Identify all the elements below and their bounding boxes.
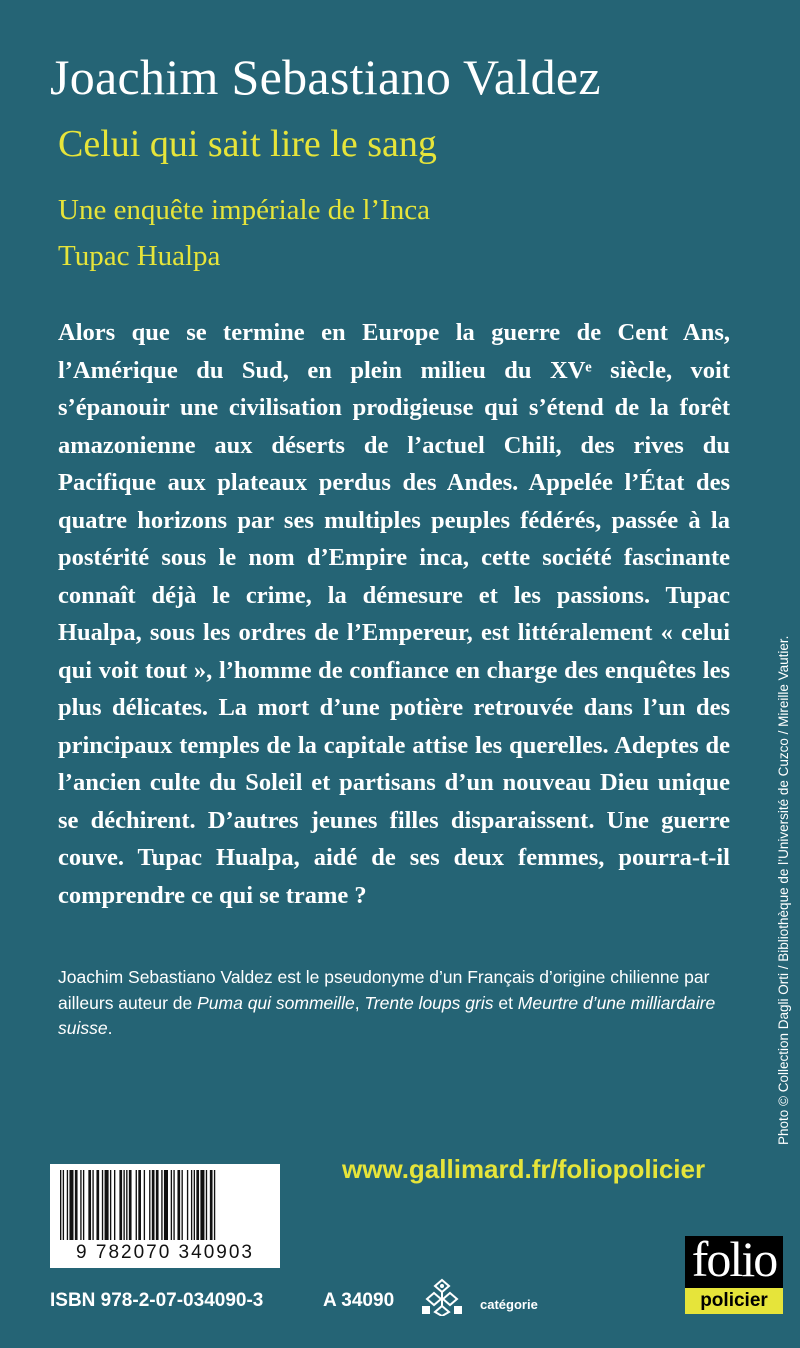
logo-folio-text: folio (691, 1231, 777, 1287)
isbn: ISBN 978-2-07-034090-3 (50, 1290, 264, 1311)
subtitle-line-2: Tupac Hualpa (58, 240, 221, 272)
category-symbol-icon (420, 1276, 464, 1316)
bio-sep-1: , (354, 992, 365, 1013)
bio-end: . (107, 1018, 113, 1038)
category-label: catégorie (480, 1297, 538, 1312)
author-name: Joachim Sebastiano Valdez (50, 49, 601, 105)
photo-credit: Photo © Collection Dagli Orti / Bibliothèque de l’Université de Cuzco / Mireille Vautier. (776, 635, 791, 1145)
article-number: A 34090 (323, 1290, 395, 1311)
barcode (50, 1164, 280, 1268)
author-bio (58, 965, 730, 1042)
bio-book-2: Trente loups gris (364, 992, 494, 1013)
book-title: Celui qui sait lire le sang (58, 123, 437, 165)
logo-policier-text: policier (700, 1290, 768, 1311)
folio-policier-logo (685, 1231, 783, 1314)
barcode-icon (56, 1170, 274, 1242)
barcode-number: 9 782070 340903 (76, 1242, 254, 1263)
bio-sep-2: et (493, 992, 518, 1013)
subtitle-line-1: Une enquête impériale de l’Inca (58, 194, 430, 226)
bio-intro: Joachim Sebastiano Valdez est le pseudonyme d’un Français d’origine chilienne par ailleurs auteur de (58, 967, 710, 1013)
bio-book-1: Puma qui sommeille (197, 992, 355, 1013)
bio-book-3: Meurtre d’une milliardaire suisse (58, 992, 716, 1038)
publisher-website-link[interactable]: www.gallimard.fr/foliopolicier (342, 1154, 706, 1184)
blurb (58, 314, 730, 914)
blurb-text: Alors que se termine en Europe la guerre de Cent Ans, l’Amérique du Sud, en plein milieu du XVᵉ siècle, voit s’épanouir une civilisation prodigieuse qui s’étend de la forêt amazonienne aux déserts de l’actuel Chili, des rives du Pacifique aux plateaux perdus des Andes. Appelée l’État des quatre horizons par ses multiples peuples fédérés, passée à la postérité sous le nom d’Empire inca, cette société fascinante connaît déjà le crime, la démesure et les passions. Tupac Hualpa, sous les ordres de l’Empereur, est littéralement « celui qui voit tout », l’homme de confiance en charge des enquêtes les plus délicates. La mort d’une potière retrouvée dans l’un des principaux temples de la capitale attise les querelles. Adeptes de l’ancien culte du Soleil et partisans d’un nouveau Dieu unique se déchirent. D’autres jeunes filles disparaissent. Une guerre couve. Tupac Hualpa, aidé de ses deux femmes, pourra-t-il comprendre ce qui se trame ? (58, 319, 730, 909)
